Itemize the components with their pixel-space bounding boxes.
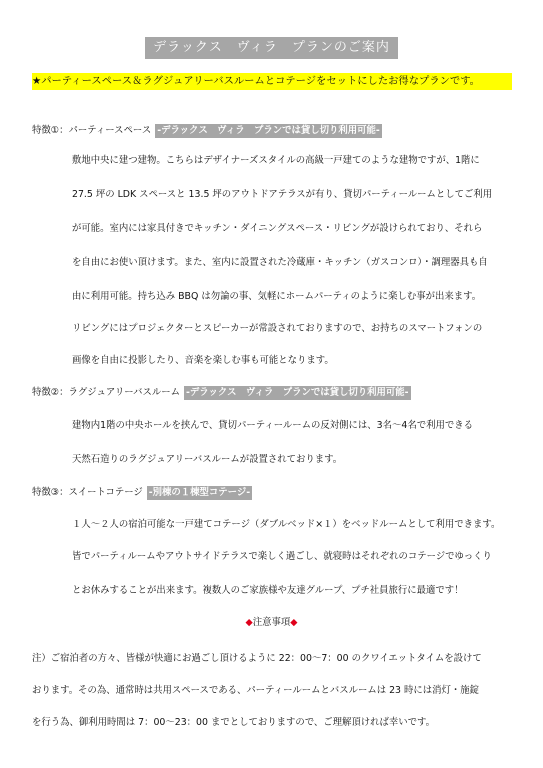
feature2-line: 建物内1階の中央ホールを挟んで、貸切パーティールームの反対側には、3名～4名で利用できる [72, 420, 473, 431]
feature3-line: １人～２人の宿泊可能な一戸建てコテージ（ダブルベッド×１）をベッドルームとして利用できます。 [72, 519, 501, 530]
notes-line: を行う為、御利用時間は 7：00～23：00 までとしておりますので、ご理解頂ければ幸いです。 [32, 717, 436, 728]
feature2-line: 天然石造りのラグジュアリーバスルームが設置されております。 [72, 454, 343, 465]
page-title: デラックス ヴィラ プランのご案内 [145, 37, 398, 59]
feature1-line: リビングにはプロジェクターとスピーカーが常設されておりますので、お持ちのスマートフォンの [72, 323, 483, 334]
notes-heading [0, 616, 543, 630]
feature1-label: 特徴①：パーティースペース [32, 125, 152, 136]
feature2-label: 特徴②：ラグジュアリーバスルーム [32, 387, 180, 398]
notes-line: 注）ご宿泊者の方々、皆様が快適にお過ごし頂けるように 22：00～7：00 のクワイエットタイムを設けて [32, 653, 482, 664]
feature3-heading [32, 486, 252, 500]
diamond-left-icon: ◆ [245, 617, 253, 628]
feature3-tag: -別棟の１棟型コテージ- [148, 487, 251, 498]
feature3-label: 特徴③：スイートコテージ [32, 487, 143, 498]
feature2-tag: -デラックス ヴィラ プランでは貸し切り利用可能- [186, 387, 409, 398]
feature3-line: 皆でパーティルームやアウトサイドテラスで楽しく過ごし、就寝時はそれぞれのコテージでゆっくり [72, 551, 492, 562]
feature2-heading [32, 386, 411, 400]
feature1-line: 27.5 坪の LDK スペースと 13.5 坪のアウトドアテラスが有り、貸切パーティールームとしてご利用 [72, 189, 493, 200]
diamond-right-icon: ◆ [290, 617, 298, 628]
notes-line: おります。その為、通常時は共用スペースである、パーティールームとバスルームは 23 時には消灯・施錠 [32, 685, 479, 696]
feature1-line: 敷地中央に建つ建物。こちらはデザイナーズスタイルの高級一戸建てのような建物ですが、1階に [72, 155, 480, 166]
feature1-line: が可能。室内には家具付きでキッチン・ダイニングスペース・リビングが設けられており、それら [72, 223, 483, 234]
feature1-heading [32, 124, 382, 138]
feature1-line: 由に利用可能。持ち込み BBQ は勿論の事、気軽にホームパーティのように楽しむ事が出来ます。 [72, 291, 482, 302]
feature1-line: 画像を自由に投影したり、音楽を楽しむ事も可能となります。 [72, 355, 334, 366]
feature1-line: を自由にお使い頂けます。また、室内に設置された冷蔵庫・キッチン（ガスコンロ）・調理器具も自 [72, 257, 488, 268]
feature3-line: とお休みすることが出来ます。複数人のご家族様や友達グループ、プチ社員旅行に最適です！ [72, 585, 464, 596]
feature1-tag: -デラックス ヴィラ プランでは貸し切り利用可能- [157, 125, 380, 136]
notes-heading-label: 注意事項 [252, 617, 291, 628]
plan-banner: ★パーティースペース＆ラグジュアリーバスルームとコテージをセットにしたお得なプランです。 [32, 73, 512, 90]
title-container [0, 36, 543, 59]
